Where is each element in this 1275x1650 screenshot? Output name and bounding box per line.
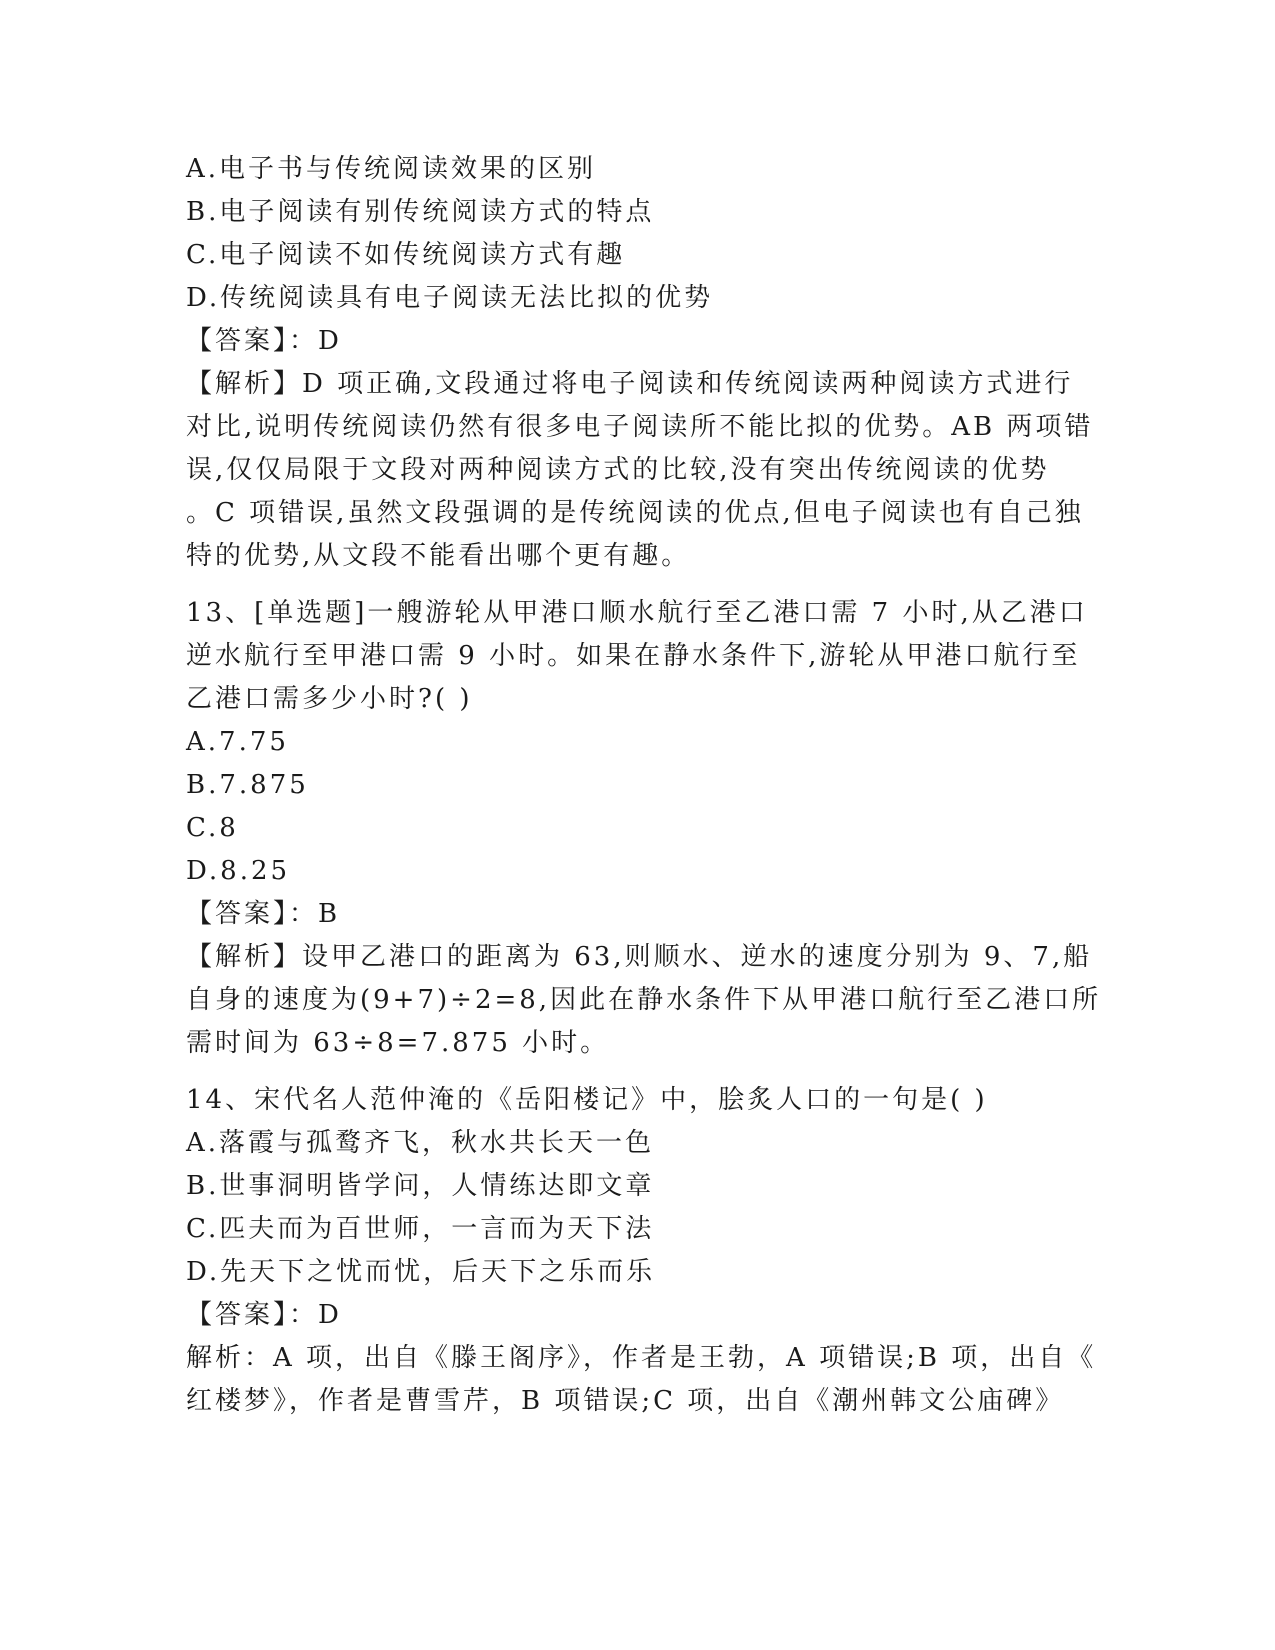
analysis-line: 【解析】设甲乙港口的距离为 63,则顺水、逆水的速度分别为 9、7,船 [186, 942, 1093, 972]
question-text: 13、[单选题]一艘游轮从甲港口顺水航行至乙港口需 7 小时,从乙港口 [186, 598, 1088, 628]
option-c: C.8 [186, 813, 239, 843]
option-a: A.7.75 [186, 727, 289, 757]
option-d: D.8.25 [186, 856, 291, 886]
option-b: B.世事洞明皆学问，人情练达即文章 [186, 1171, 655, 1201]
analysis-line: 对比,说明传统阅读仍然有很多电子阅读所不能比拟的优势。AB 两项错 [186, 412, 1094, 442]
answer-line: 【答案】：B [186, 899, 341, 929]
question-text: 乙港口需多少小时?( ) [186, 684, 473, 714]
spacer [186, 578, 1086, 592]
option-d: D.传统阅读具有电子阅读无法比拟的优势 [186, 283, 714, 313]
analysis-line: 红楼梦》，作者是曹雪芹，B 项错误;C 项，出自《潮州韩文公庙碑》 [186, 1386, 1065, 1416]
option-a: A.落霞与孤鹜齐飞，秋水共长天一色 [186, 1128, 655, 1158]
page-content [186, 148, 1102, 1423]
analysis-line: 需时间为 63÷8=7.875 小时。 [186, 1028, 610, 1058]
analysis-line: 特的优势,从文段不能看出哪个更有趣。 [186, 541, 691, 571]
question-12-block [186, 148, 1094, 578]
analysis-line: 【解析】D 项正确,文段通过将电子阅读和传统阅读两种阅读方式进行 [186, 369, 1074, 399]
answer-line: 【答案】：D [186, 326, 342, 356]
analysis-line: 误,仅仅局限于文段对两种阅读方式的比较,没有突出传统阅读的优势 [186, 455, 1050, 485]
spacer [186, 1065, 1086, 1079]
option-b: B.电子阅读有别传统阅读方式的特点 [186, 197, 655, 227]
option-c: C.匹夫而为百世师，一言而为天下法 [186, 1214, 655, 1244]
analysis-line: 。C 项错误,虽然文段强调的是传统阅读的优点,但电子阅读也有自己独 [186, 498, 1084, 528]
analysis-line: 解析：A 项，出自《滕王阁序》，作者是王勃，A 项错误;B 项，出自《 [186, 1343, 1097, 1373]
question-14-block [186, 1079, 1097, 1423]
question-text: 逆水航行至甲港口需 9 小时。如果在静水条件下,游轮从甲港口航行至 [186, 641, 1081, 671]
option-a: A.电子书与传统阅读效果的区别 [186, 154, 597, 184]
question-text: 14、宋代名人范仲淹的《岳阳楼记》中，脍炙人口的一句是( ) [186, 1085, 988, 1115]
answer-line: 【答案】：D [186, 1300, 342, 1330]
option-c: C.电子阅读不如传统阅读方式有趣 [186, 240, 626, 270]
option-b: B.7.875 [186, 770, 309, 800]
question-13-block [186, 592, 1102, 1065]
analysis-line: 自身的速度为(9+7)÷2=8,因此在静水条件下从甲港口航行至乙港口所 [186, 985, 1102, 1015]
option-d: D.先天下之忧而忧，后天下之乐而乐 [186, 1257, 656, 1287]
